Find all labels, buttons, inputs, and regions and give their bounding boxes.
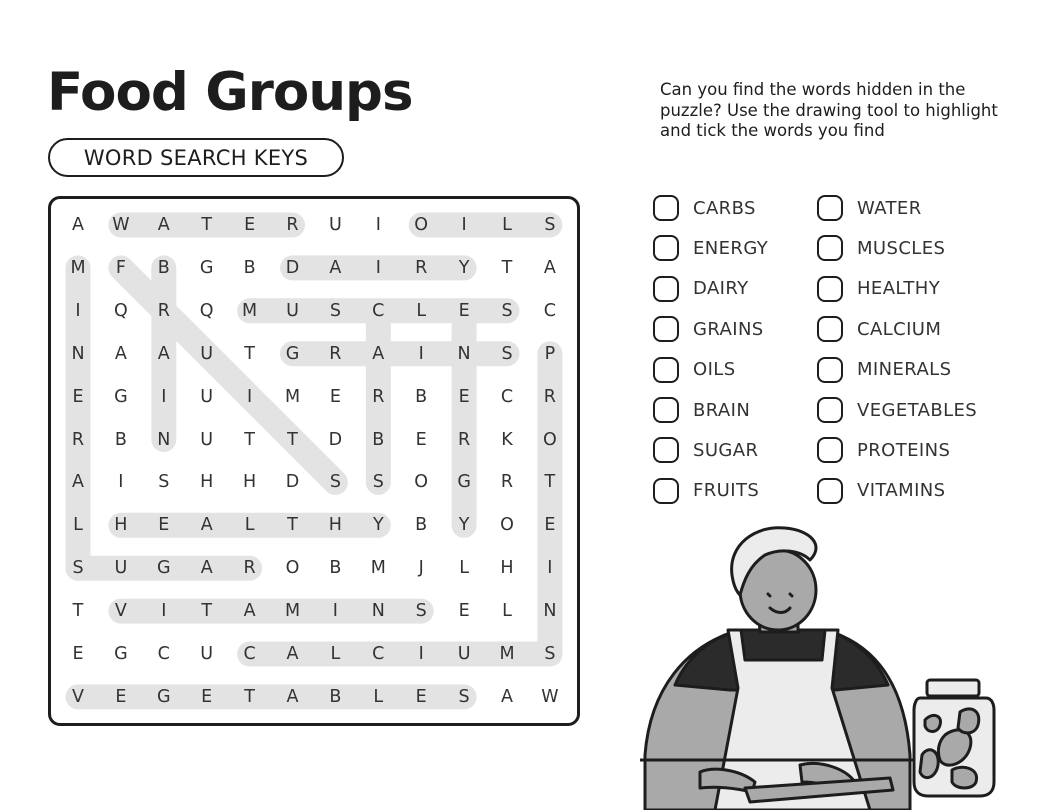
grid-letter[interactable]: S (329, 472, 341, 493)
grid-letter[interactable]: S (329, 300, 341, 321)
grid-letter[interactable]: S (158, 472, 170, 493)
grid-letter[interactable]: U (286, 300, 299, 321)
grid-letter[interactable]: A (243, 601, 256, 622)
grid-letter[interactable]: C (372, 300, 385, 321)
word-label: VEGETABLES (857, 399, 978, 421)
grid-letter[interactable]: L (373, 686, 384, 707)
checkbox[interactable] (817, 478, 843, 504)
grid-letter[interactable]: Y (458, 515, 470, 536)
grid-letter[interactable]: U (200, 343, 214, 364)
grid-letter[interactable]: T (244, 343, 255, 364)
word-label: VITAMINS (857, 480, 946, 502)
grid-letter[interactable]: E (415, 686, 427, 707)
grid-letter[interactable]: E (458, 300, 470, 321)
grid-letter[interactable]: Q (199, 300, 214, 321)
checkbox[interactable] (817, 437, 843, 463)
grid-letter[interactable]: O (285, 558, 300, 579)
grid-letter[interactable]: M (284, 386, 301, 407)
grid-letter[interactable]: E (415, 429, 427, 450)
grid-letter[interactable]: E (158, 515, 170, 536)
grid-letter[interactable]: R (543, 386, 556, 407)
grid-letter[interactable]: R (157, 300, 170, 321)
checkbox[interactable] (653, 195, 679, 221)
word-item-vitamins[interactable] (817, 476, 945, 506)
checkbox[interactable] (817, 276, 843, 302)
word-label: SUGAR (693, 439, 759, 461)
grid-letter[interactable]: B (157, 257, 170, 278)
grid-letter[interactable]: R (71, 429, 85, 450)
grid-letter[interactable]: E (458, 601, 470, 622)
grid-letter[interactable]: H (114, 515, 128, 536)
grid-letter[interactable]: U (200, 429, 214, 450)
grid-letter[interactable]: T (501, 257, 513, 278)
checkbox[interactable] (653, 276, 679, 302)
grid-letter[interactable]: A (200, 515, 213, 536)
grid-letter[interactable]: W (541, 686, 559, 707)
word-label: HEALTHY (857, 278, 941, 300)
grid-letter[interactable]: T (244, 686, 255, 707)
grid-letter[interactable]: H (328, 515, 342, 536)
grid-letter[interactable]: O (543, 429, 557, 450)
grid-letter[interactable]: R (243, 558, 256, 579)
grid-letter[interactable]: I (418, 343, 424, 364)
grid-letter[interactable]: H (200, 472, 214, 493)
grid-letter[interactable]: S (501, 300, 513, 321)
grid-letter[interactable]: S (544, 215, 556, 235)
grid-letter[interactable]: T (544, 472, 556, 493)
grid-letter[interactable]: N (157, 429, 171, 450)
grid-letter[interactable]: L (502, 601, 512, 622)
grid-letter[interactable]: I (332, 601, 338, 622)
grid-letter[interactable]: L (73, 515, 83, 536)
checkbox[interactable] (817, 316, 843, 342)
grid-letter[interactable]: I (161, 601, 167, 622)
word-label: CALCIUM (857, 318, 942, 340)
checkbox[interactable] (817, 357, 843, 383)
grid-letter[interactable]: S (501, 343, 513, 364)
grid-letter[interactable]: L (459, 558, 469, 579)
grid-letter[interactable]: B (415, 386, 428, 407)
grid-letter[interactable]: L (244, 515, 255, 536)
chef-pickles-illustration (640, 520, 1040, 810)
grid-letter[interactable]: A (501, 686, 513, 707)
checkbox[interactable] (653, 437, 679, 463)
grid-letter[interactable]: D (328, 429, 343, 450)
word-label: CARBS (693, 197, 756, 219)
grid-letter[interactable]: H (500, 558, 514, 579)
grid-letter[interactable]: N (543, 601, 557, 622)
grid-letter[interactable]: S (415, 601, 427, 622)
grid-letter[interactable]: K (501, 429, 513, 450)
grid-letter[interactable]: C (543, 300, 556, 321)
grid-letter[interactable]: U (200, 644, 214, 664)
grid-letter[interactable]: H (243, 472, 257, 493)
grid-letter[interactable]: L (416, 300, 427, 321)
grid-letter[interactable]: Y (372, 515, 384, 536)
checkbox[interactable] (653, 235, 679, 261)
grid-letter[interactable]: T (201, 215, 213, 235)
word-item-brain[interactable] (653, 395, 750, 425)
word-item-healthy[interactable] (817, 274, 940, 304)
grid-letter[interactable]: T (244, 429, 255, 450)
grid-letter[interactable]: B (372, 429, 385, 450)
grid-letter[interactable]: I (247, 386, 253, 407)
grid-letter[interactable]: B (243, 257, 256, 278)
grid-letter[interactable]: M (284, 601, 301, 622)
grid-letter[interactable]: A (157, 343, 170, 364)
grid-letter[interactable]: W (112, 215, 130, 235)
grid-letter[interactable]: I (418, 644, 424, 664)
grid-letter[interactable]: M (242, 300, 258, 321)
word-item-grains[interactable] (653, 314, 764, 344)
grid-letter[interactable]: A (114, 343, 127, 364)
grid-letter[interactable]: C (500, 386, 514, 407)
grid-letter[interactable]: Q (114, 300, 128, 321)
word-label: BRAIN (693, 399, 751, 421)
word-label: DAIRY (693, 278, 749, 300)
grid-letter[interactable]: A (286, 644, 299, 664)
grid-letter[interactable]: G (157, 686, 171, 707)
grid-letter[interactable]: B (415, 515, 428, 536)
grid-letter[interactable]: R (329, 343, 342, 364)
grid-letter[interactable]: I (547, 558, 553, 579)
word-item-carbs[interactable] (653, 193, 756, 223)
grid-letter[interactable]: L (502, 215, 512, 235)
grid-letter[interactable]: P (544, 343, 556, 364)
grid-letter[interactable]: G (199, 257, 214, 278)
grid-letter[interactable]: U (457, 644, 471, 664)
grid-letter[interactable]: G (457, 472, 471, 493)
checkbox[interactable] (817, 235, 843, 261)
grid-letter[interactable]: E (329, 386, 341, 407)
checkbox[interactable] (817, 397, 843, 423)
grid-letter[interactable]: B (114, 429, 127, 450)
grid-letter[interactable]: R (372, 386, 385, 407)
grid-letter[interactable]: N (71, 343, 85, 364)
grid-letter[interactable]: A (72, 472, 84, 493)
word-item-oils[interactable] (653, 355, 736, 385)
grid-letter[interactable]: U (328, 215, 342, 235)
grid-letter[interactable]: C (372, 644, 385, 664)
grid-letter[interactable]: C (157, 644, 170, 664)
grid-letter[interactable]: I (461, 215, 467, 235)
grid-letter[interactable]: T (287, 429, 298, 450)
word-label: MINERALS (857, 359, 952, 381)
grid-letter[interactable]: N (371, 601, 385, 622)
grid-letter[interactable]: D (285, 257, 300, 278)
grid-letter[interactable]: E (115, 686, 127, 707)
word-item-dairy[interactable] (653, 274, 749, 304)
grid-letter[interactable]: U (114, 558, 128, 579)
grid-letter[interactable]: S (372, 472, 384, 493)
grid-letter[interactable]: E (72, 644, 84, 664)
grid-letter[interactable]: M (499, 644, 515, 664)
checkbox[interactable] (653, 397, 679, 423)
grid-letter[interactable]: L (330, 644, 341, 664)
word-item-fruits[interactable] (653, 476, 759, 506)
badge-label: WORD SEARCH KEYS (83, 145, 309, 170)
word-label: FRUITS (693, 480, 760, 502)
grid-letter[interactable]: B (329, 686, 342, 707)
grid-letter[interactable]: R (458, 429, 471, 450)
word-item-sugar[interactable] (653, 435, 758, 465)
grid-letter[interactable]: G (114, 644, 128, 664)
grid-letter[interactable]: S (544, 644, 556, 664)
grid-letter[interactable]: F (115, 257, 126, 278)
grid-letter[interactable]: A (200, 558, 213, 579)
grid-letter[interactable]: A (286, 686, 299, 707)
grid-letter[interactable]: S (458, 686, 470, 707)
grid-letter[interactable]: E (458, 386, 470, 407)
grid-letter[interactable]: C (243, 644, 256, 664)
grid-letter[interactable]: N (457, 343, 471, 364)
word-label: WATER (857, 197, 922, 219)
grid-letter[interactable]: Y (458, 257, 470, 278)
word-label: PROTEINS (857, 439, 951, 461)
instructions-text: Can you find the words hidden in the puzzle? Use the drawing tool to highlight and tick the words you find (660, 80, 998, 140)
grid-letter[interactable]: O (500, 515, 514, 536)
grid-letter[interactable]: E (244, 215, 256, 235)
word-item-water[interactable] (817, 193, 922, 223)
word-label: GRAINS (693, 318, 764, 340)
grid-letter[interactable]: E (72, 386, 84, 407)
grid-letter[interactable]: I (118, 472, 124, 493)
grid-letter[interactable]: T (201, 601, 213, 622)
grid-letter[interactable]: O (414, 472, 429, 493)
grid-letter[interactable]: G (157, 558, 171, 579)
grid-letter[interactable]: I (375, 215, 381, 235)
word-item-calcium[interactable] (817, 314, 941, 344)
word-item-minerals[interactable] (817, 355, 951, 385)
checkbox[interactable] (653, 478, 679, 504)
grid-letter[interactable]: U (200, 386, 214, 407)
grid-letter[interactable]: V (114, 601, 127, 622)
grid-letter[interactable]: I (375, 257, 381, 278)
grid-letter[interactable]: A (157, 215, 170, 235)
grid-letter[interactable]: D (285, 472, 300, 493)
word-item-proteins[interactable] (817, 435, 950, 465)
word-item-vegetables[interactable] (817, 395, 977, 425)
grid-letter[interactable]: R (415, 257, 428, 278)
grid-letter[interactable]: S (72, 558, 84, 579)
grid-letter[interactable]: G (114, 386, 128, 407)
grid-letter[interactable]: E (544, 515, 556, 536)
word-label: MUSCLES (857, 237, 946, 259)
grid-letter[interactable]: A (543, 257, 556, 278)
page-title: Food Groups (47, 62, 413, 123)
grid-letter[interactable]: A (72, 215, 84, 235)
checkbox[interactable] (653, 316, 679, 342)
grid-letter[interactable]: E (201, 686, 213, 707)
grid-letter[interactable]: R (286, 215, 299, 235)
word-label: OILS (693, 359, 736, 381)
grid-letter[interactable]: A (329, 257, 342, 278)
grid-letter[interactable]: M (370, 558, 386, 579)
grid-letter[interactable]: O (414, 215, 429, 235)
checkbox[interactable] (817, 195, 843, 221)
grid-letter[interactable]: J (418, 558, 424, 579)
word-item-muscles[interactable] (817, 233, 945, 263)
grid-letter[interactable]: V (72, 686, 84, 707)
word-item-energy[interactable] (653, 233, 768, 263)
word-label: ENERGY (693, 237, 769, 259)
grid-letter[interactable]: R (500, 472, 514, 493)
grid-letter[interactable]: G (285, 343, 300, 364)
checkbox[interactable] (653, 357, 679, 383)
grid-letter[interactable]: T (287, 515, 298, 536)
grid-letter[interactable]: A (372, 343, 385, 364)
grid-letter[interactable]: I (75, 300, 81, 321)
grid-letter[interactable]: T (72, 601, 84, 622)
grid-letter[interactable]: B (329, 558, 342, 579)
grid-letter[interactable]: M (70, 257, 86, 278)
grid-letter[interactable]: I (161, 386, 167, 407)
